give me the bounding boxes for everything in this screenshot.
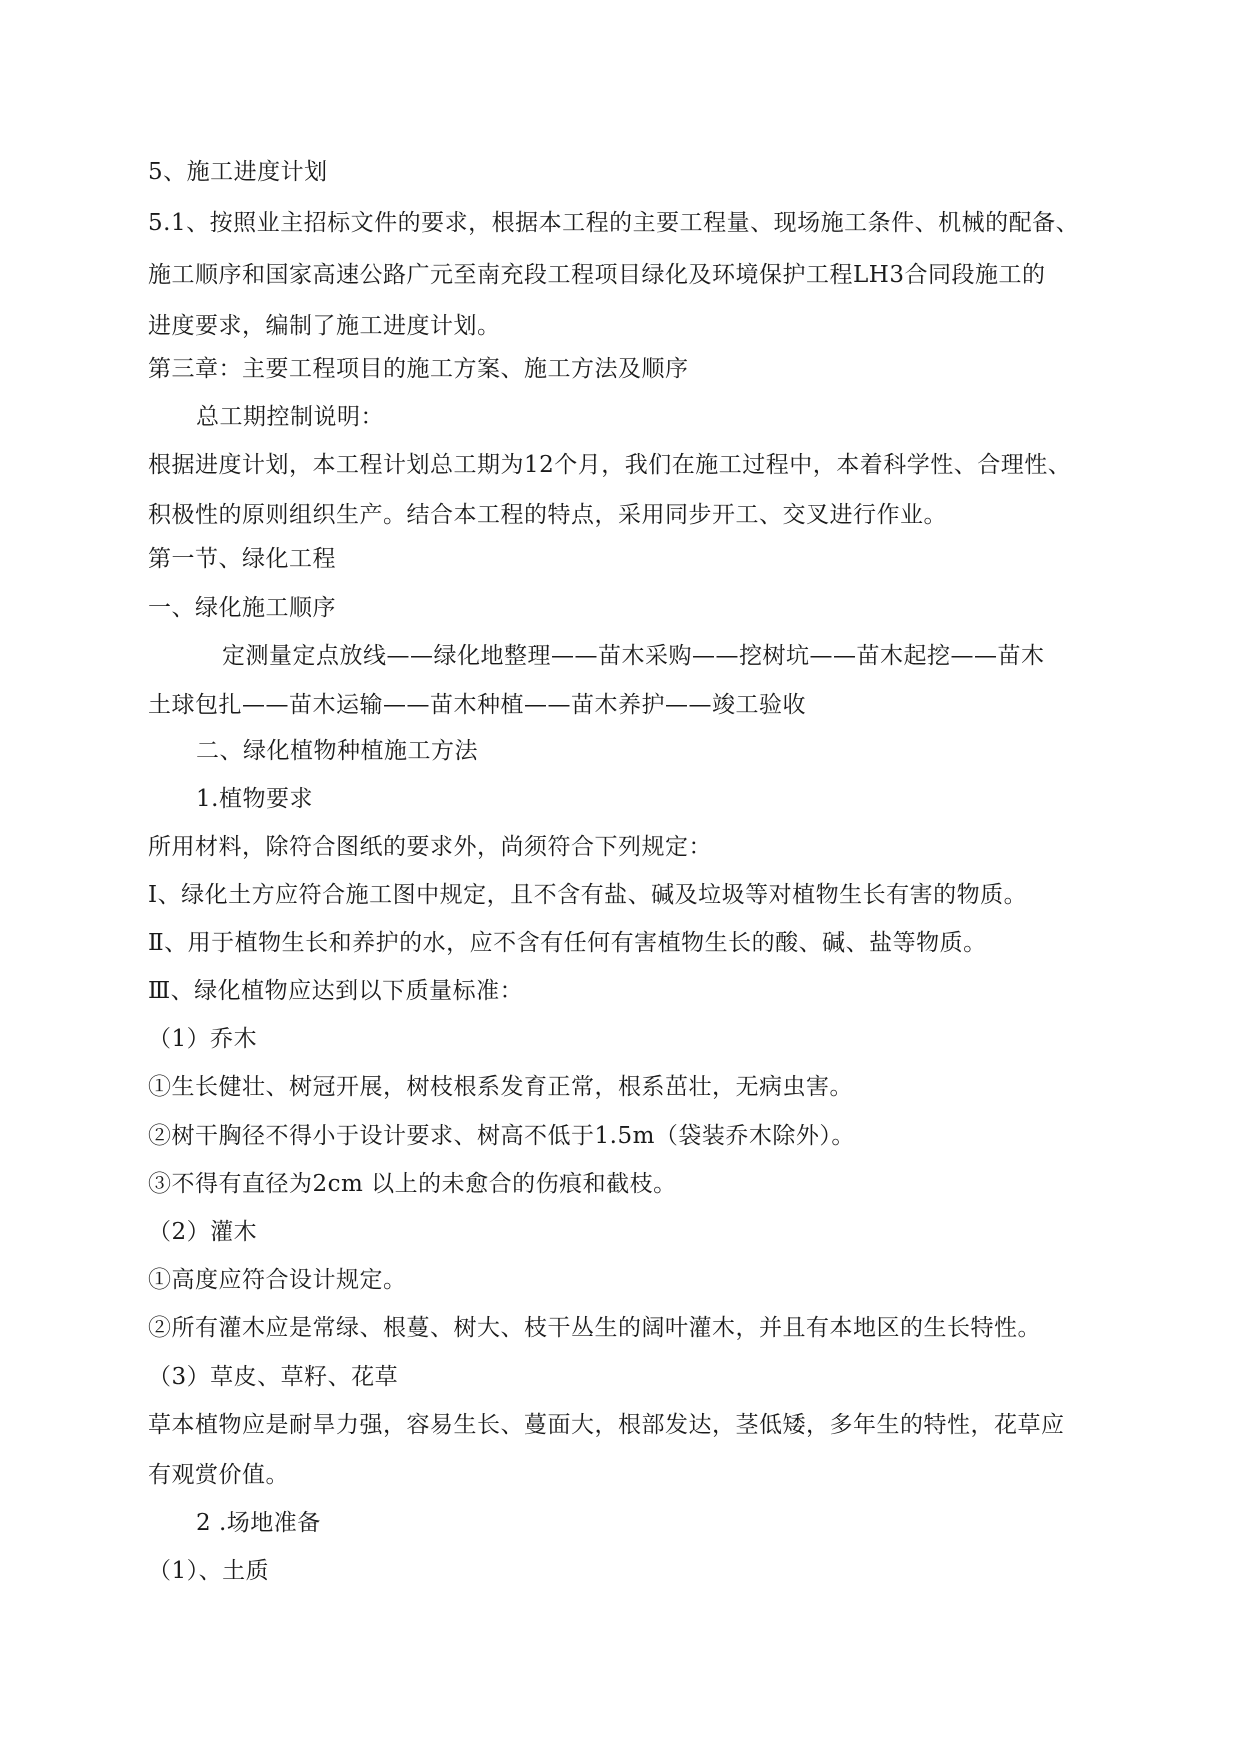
subheading: （2）灌木 — [148, 1219, 258, 1245]
list-item: ①生长健壮、树冠开展，树枝根系发育正常，根系茁壮，无病虫害。 — [148, 1074, 853, 1100]
list-item: Ⅱ、用于植物生长和养护的水，应不含有任何有害植物生长的酸、碱、盐等物质。 — [148, 930, 987, 956]
paragraph-line: 草本植物应是耐旱力强，容易生长、蔓面大，根部发达，茎低矮，多年生的特性，花草应 — [148, 1412, 1065, 1438]
chapter-heading: 第三章：主要工程项目的施工方案、施工方法及顺序 — [148, 356, 689, 382]
paragraph-line: 有观赏价值。 — [148, 1462, 289, 1488]
paragraph-line: 根据进度计划，本工程计划总工期为12个月，我们在施工过程中，本着科学性、合理性、 — [148, 452, 1072, 478]
list-item: Ⅲ、绿化植物应达到以下质量标准： — [148, 978, 524, 1004]
subheading: （3）草皮、草籽、花草 — [148, 1364, 399, 1390]
paragraph-line: 积极性的原则组织生产。结合本工程的特点，采用同步开工、交叉进行作业。 — [148, 502, 947, 528]
paragraph-line: 施工顺序和国家高速公路广元至南充段工程项目绿化及环境保护工程LH3合同段施工的 — [148, 262, 1046, 288]
subheading: 2 .场地准备 — [196, 1510, 321, 1536]
subheading: 总工期控制说明： — [196, 404, 384, 430]
subheading: （1）乔木 — [148, 1026, 258, 1052]
paragraph-line: 5.1、按照业主招标文件的要求，根据本工程的主要工程量、现场施工条件、机械的配备、 — [148, 210, 1080, 236]
list-item: Ⅰ、绿化土方应符合施工图中规定，且不含有盐、碱及垃圾等对植物生长有害的物质。 — [148, 882, 1028, 908]
section-heading: 5、施工进度计划 — [148, 159, 328, 185]
list-item: ①高度应符合设计规定。 — [148, 1267, 407, 1293]
paragraph-line: 定测量定点放线——绿化地整理——苗木采购——挖树坑——苗木起挖——苗木 — [222, 643, 1045, 669]
list-item: ②树干胸径不得小于设计要求、树高不低于1.5m（袋装乔木除外）。 — [148, 1123, 855, 1149]
paragraph-line: 土球包扎——苗木运输——苗木种植——苗木养护——竣工验收 — [148, 692, 806, 718]
paragraph-line: 所用材料，除符合图纸的要求外，尚须符合下列规定： — [148, 834, 712, 860]
paragraph-line: 进度要求，编制了施工进度计划。 — [148, 313, 501, 339]
subheading: 1.植物要求 — [196, 786, 313, 812]
section-heading: 一、绿化施工顺序 — [148, 595, 336, 621]
list-item: ②所有灌木应是常绿、根蔓、树大、枝干丛生的阔叶灌木，并且有本地区的生长特性。 — [148, 1315, 1041, 1341]
subheading: （1）、土质 — [148, 1558, 270, 1584]
subheading: 二、绿化植物种植施工方法 — [196, 738, 478, 764]
list-item: ③不得有直径为2cm 以上的未愈合的伤痕和截枝。 — [148, 1171, 677, 1197]
section-heading: 第一节、绿化工程 — [148, 546, 336, 572]
